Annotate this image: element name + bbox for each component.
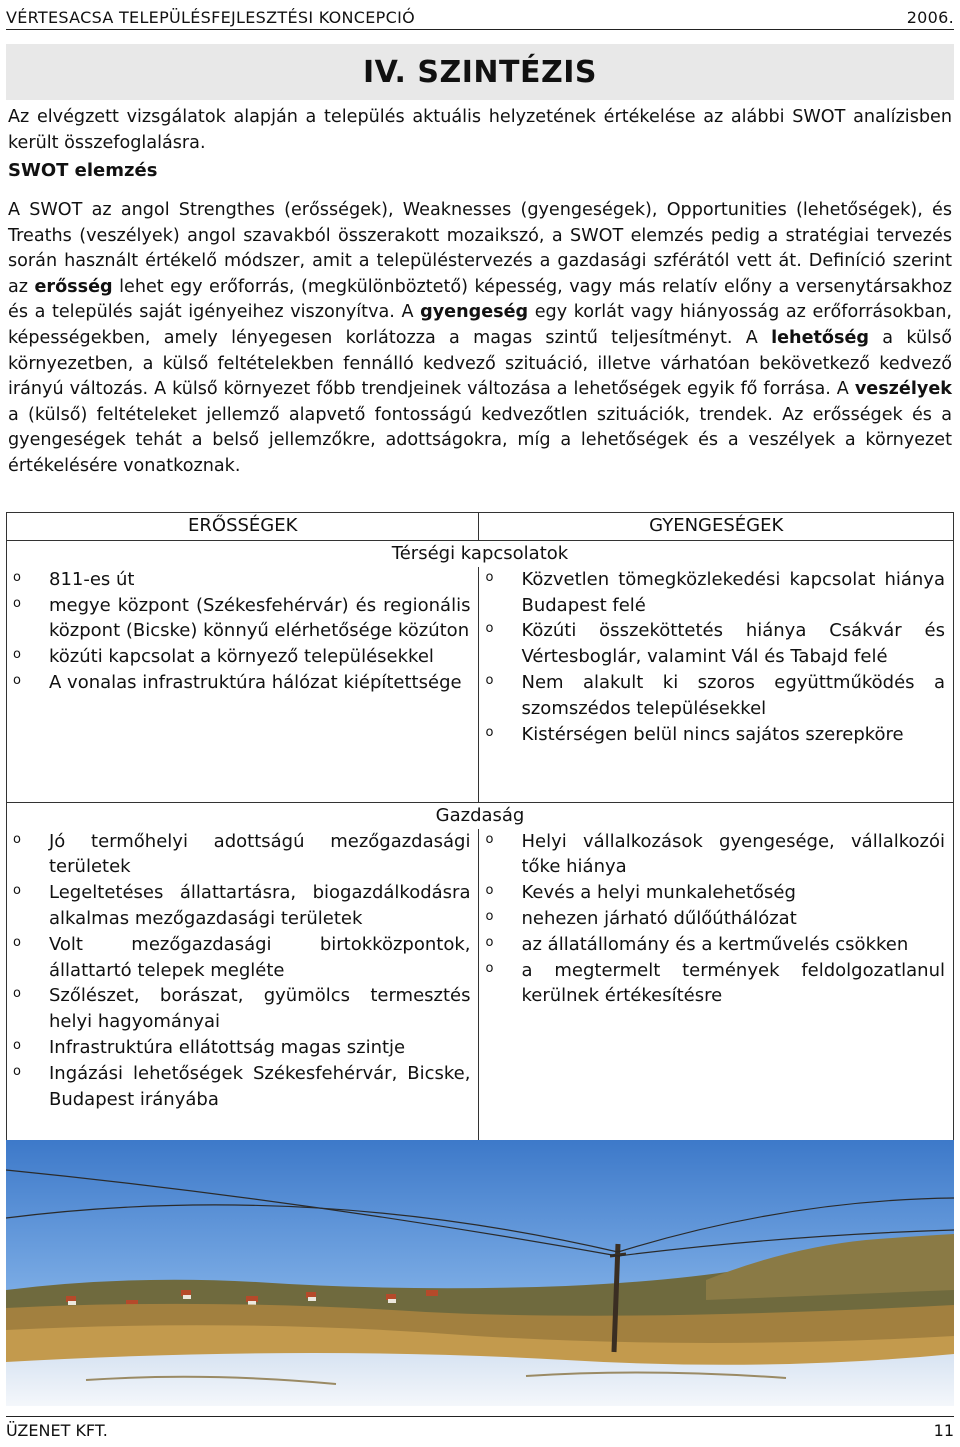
- list-item: o A vonalas infrastruktúra hálózat kiépítettsége: [9, 670, 470, 696]
- body-text: lehet egy erőforrás, (megkülönböztető) képesség, vagy más relatív előny a versenytársakhoz és a település saját igényeihez viszonyítva. A: [8, 276, 952, 323]
- weaknesses-cell: [479, 829, 954, 1168]
- strengths-list: [7, 829, 478, 1113]
- weaknesses-list: [479, 829, 953, 1010]
- strengths-cell: [7, 829, 479, 1168]
- header-year: 2006.: [906, 8, 954, 27]
- body-text: A SWOT az angol Strengthes (erősségek), Weaknesses (gyengeségek), Opportunities (lehetőségek), és Treaths (veszélyek) angol szavakból összerakott mozaikszó, a SWOT elemzés pedig a stratégiai tervezés során használt értékelő módszer, amit a településtervezés a gazdasági szférától vett át. Definíció szerint az: [8, 200, 952, 297]
- weaknesses-list: [479, 567, 953, 748]
- list-item: o közúti kapcsolat a környező településekkel: [9, 644, 470, 670]
- strengths-header: ERŐSSÉGEK: [7, 513, 479, 541]
- body-text: egy korlát vagy hiányosság az erőforrásokban, képességekben, amely lényegesen korlátozza a magas szintű teljesítményt. A: [8, 302, 952, 348]
- list-item: o Infrastruktúra ellátottság magas szintje: [9, 1035, 470, 1061]
- section-title-regional: Térségi kapcsolatok: [7, 541, 954, 567]
- term-threat: veszélyek: [854, 379, 952, 400]
- list-item: o 811-es út: [9, 567, 470, 593]
- weaknesses-cell: [479, 567, 954, 803]
- header-title: VÉRTESACSA TELEPÜLÉSFEJLESZTÉSI KONCEPCIÓ: [6, 8, 416, 27]
- strengths-list: [7, 567, 478, 696]
- footer-company: ÜZENET KFT.: [6, 1421, 108, 1440]
- intro-paragraph: Az elvégzett vizsgálatok alapján a település aktuális helyzetének értékelése az alábbi SWOT analízisben került összefoglalásra.: [8, 107, 952, 153]
- list-item: o Közúti összeköttetés hiánya Csákvár és Vértesboglár, valamint Vál és Tabajd felé: [481, 618, 945, 670]
- list-item: o megye központ (Székesfehérvár) és regionális központ (Bicske) könnyű elérhetősége közúton: [9, 593, 470, 645]
- section-heading: SWOT elemzés: [8, 160, 158, 181]
- page-header: [6, 0, 954, 30]
- chapter-banner: [6, 44, 954, 100]
- list-item: o az állatállomány és a kertművelés csökken: [481, 932, 945, 958]
- list-item: o Volt mezőgazdasági birtokközpontok, állattartó telepek megléte: [9, 932, 470, 984]
- list-item: o Kevés a helyi munkalehetőség: [481, 880, 945, 906]
- term-opportunity: lehetőség: [771, 327, 870, 348]
- chapter-title: IV. SZINTÉZIS: [363, 54, 597, 90]
- weaknesses-header: GYENGESÉGEK: [479, 513, 954, 541]
- term-strength: erősség: [34, 276, 113, 297]
- strengths-cell: [7, 567, 479, 803]
- body-text: a (külső) feltételeket jellemző alapvető fontosságú kedvezőtlen szituációk, trendek. Az erősségek és a gyengeségek tehát a belső jellemzőkre, adottságokra, míg a lehetőségek és a veszélyek a környezet értékelésére vonatkoznak.: [8, 404, 952, 476]
- list-item: o Legeltetéses állattartásra, biogazdálkodásra alkalmas mezőgazdasági területek: [9, 880, 470, 932]
- list-item: o Közvetlen tömegközlekedési kapcsolat hiánya Budapest felé: [481, 567, 945, 619]
- winter-landscape-image: [6, 1140, 954, 1406]
- list-item: o Helyi vállalkozások gyengesége, vállalkozói tőke hiánya: [481, 829, 945, 881]
- page-number: 11: [933, 1421, 954, 1440]
- section-title-economy: Gazdaság: [7, 802, 954, 828]
- landscape-photo: [6, 1140, 954, 1406]
- body-paragraph: [8, 198, 952, 480]
- body-text: a külső környezetben, a külső feltételekben fennálló kedvező szituáció, illetve várhatóan bekövetkező kedvező irányú változás. A külső környezet főbb trendjeinek változása a lehetőségek egyik fő forrása. A: [8, 327, 952, 400]
- swot-table: [6, 512, 954, 1168]
- list-item: o Nem alakult ki szoros együttműködés a szomszédos településekkel: [481, 670, 945, 722]
- list-item: o a megtermelt termények feldolgozatlanul kerülnek értékesítésre: [481, 958, 945, 1010]
- page-footer: [6, 1416, 954, 1440]
- term-weakness: gyengeség: [420, 302, 529, 323]
- list-item: o nehezen járható dűlőúthálózat: [481, 906, 945, 932]
- list-item: o Ingázási lehetőségek Székesfehérvár, Bicske, Budapest irányába: [9, 1061, 470, 1113]
- list-item: o Kistérségen belül nincs sajátos szerepköre: [481, 722, 945, 748]
- list-item: o Jó termőhelyi adottságú mezőgazdasági területek: [9, 829, 470, 881]
- list-item: o Szőlészet, borászat, gyümölcs termesztés helyi hagyományai: [9, 983, 470, 1035]
